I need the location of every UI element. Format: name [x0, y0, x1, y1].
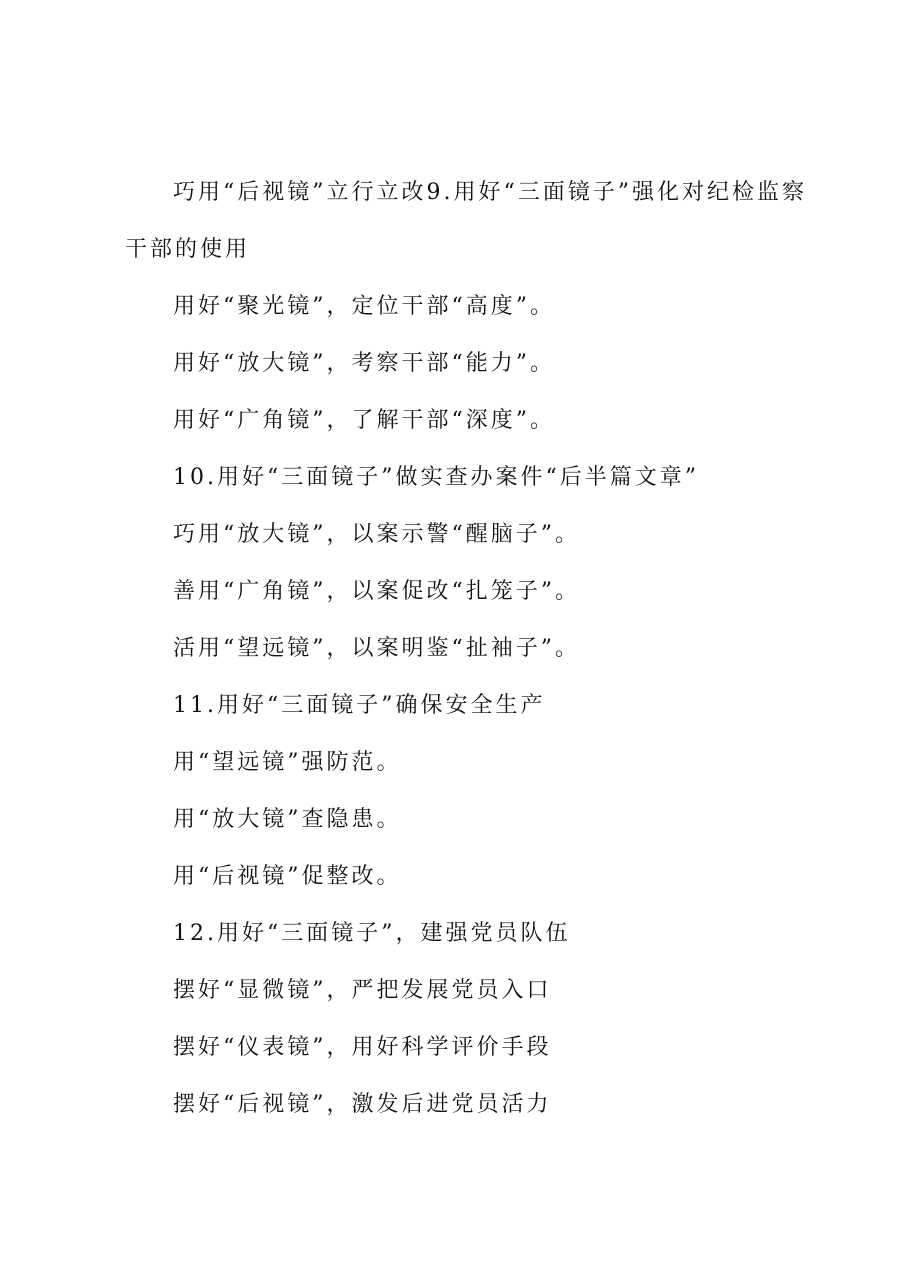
paragraph-2: 用好“聚光镜”，定位干部“高度”。	[173, 294, 555, 319]
section-heading-11: 11.用好“三面镜子”确保安全生产	[173, 693, 546, 718]
section-heading-12: 12.用好“三面镜子”，建强党员队伍	[173, 921, 571, 946]
paragraph-15: 摆好“仪表镜”，用好科学评价手段	[173, 1035, 552, 1060]
paragraph-4: 用好“广角镜”，了解干部“深度”。	[173, 408, 555, 433]
paragraph-1: 巧用“后视镜”立行立改9.用好“三面镜子”强化对纪检监察干部的使用	[125, 180, 807, 262]
paragraph-3: 用好“放大镜”，考察干部“能力”。	[173, 351, 555, 376]
paragraph-11: 用“放大镜”查隐患。	[173, 807, 402, 832]
paragraph-8: 活用“望远镜”，以案明鉴“扯袖子”。	[173, 636, 580, 661]
paragraph-12: 用“后视镜”促整改。	[173, 864, 402, 889]
paragraph-16: 摆好“后视镜”，激发后进党员活力	[173, 1092, 552, 1117]
document-body	[125, 164, 815, 1133]
paragraph-6: 巧用“放大镜”，以案示警“醒脑子”。	[173, 522, 580, 547]
paragraph-7: 善用“广角镜”，以案促改“扎笼子”。	[173, 579, 580, 604]
paragraph-14: 摆好“显微镜”，严把发展党员入口	[173, 978, 552, 1003]
section-heading-10: 10.用好“三面镜子”做实查办案件“后半篇文章”	[173, 465, 699, 490]
paragraph-10: 用“望远镜”强防范。	[173, 750, 402, 775]
